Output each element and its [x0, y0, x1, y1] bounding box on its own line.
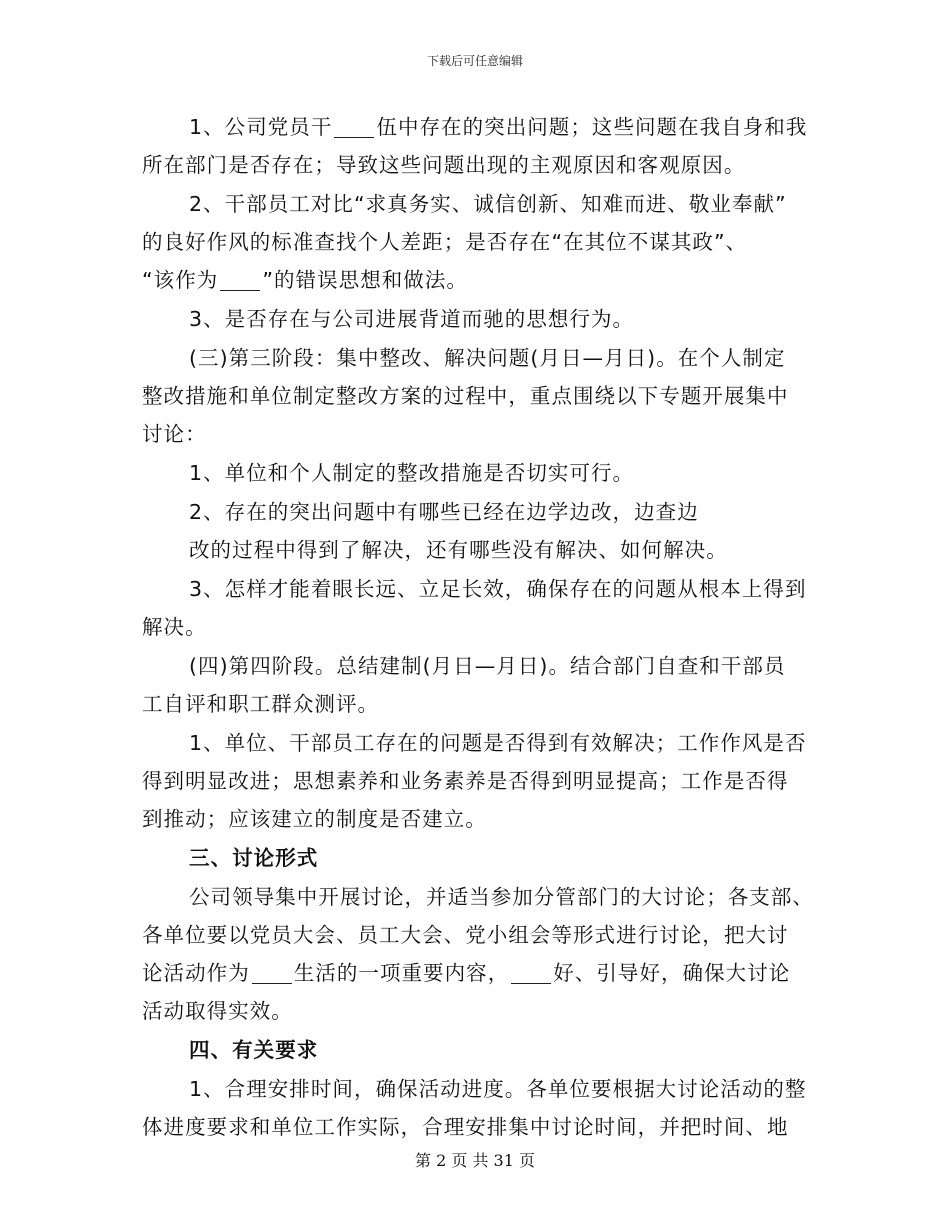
- paragraph-line: 各单位要以党员大会、员工大会、党小组会等形式进行讨论，把大讨: [142, 923, 789, 947]
- blank-underline: [334, 117, 374, 138]
- text-segment: 论活动作为: [142, 961, 250, 985]
- paragraph-line: 3、怎样才能着眼长远、立足长效，确保存在的问题从根本上得到: [189, 577, 807, 601]
- paragraph-line: 3、是否存在与公司进展背道而驰的思想行为。: [189, 307, 635, 331]
- blank-underline: [252, 963, 292, 984]
- paragraph-line: 到推动；应该建立的制度是否建立。: [142, 807, 487, 831]
- paragraph-line: 讨论：: [142, 422, 207, 446]
- text-segment: “该作为: [142, 268, 219, 292]
- section-heading: 四、有关要求: [189, 1038, 319, 1062]
- paragraph-line: 得到明显改进；思想素养和业务素养是否得到明显提高；工作是否得: [142, 769, 789, 793]
- paragraph-line: 改的过程中得到了解决，还有哪些没有解决、如何解决。: [189, 538, 728, 562]
- paragraph-line: [142, 108, 812, 146]
- paragraph-line: 活动取得实效。: [142, 999, 293, 1023]
- paragraph-line: 1、单位和个人制定的整改措施是否切实可行。: [189, 461, 635, 485]
- paragraph-line: 工自评和职工群众测评。: [142, 692, 380, 716]
- blank-underline: [220, 270, 260, 291]
- text-segment: 好、引导好，确保大讨论: [553, 961, 791, 985]
- paragraph-line: 2、存在的突出问题中有哪些已经在边学边改，边查边: [189, 500, 699, 524]
- text-segment: ”的错误思想和做法。: [262, 268, 468, 292]
- paragraph-line: (四)第四阶段。总结建制(月日—月日)。结合部门自查和干部员: [189, 654, 786, 678]
- paragraph-line: (三)第三阶段：集中整改、解决问题(月日—月日)。在个人制定: [189, 346, 786, 370]
- text-segment: 生活的一项重要内容，: [293, 961, 510, 985]
- page-footer: 第 2 页 共 31 页: [415, 1151, 535, 1170]
- paragraph-line: 1、单位、干部员工存在的问题是否得到有效解决；工作作风是否: [189, 731, 807, 755]
- text-segment: 1、公司党员干: [189, 115, 333, 139]
- header-note: 下载后可任意编辑: [426, 54, 523, 68]
- paragraph-line: 的良好作风的标准查找个人差距；是否存在“在其位不谋其政”、: [142, 230, 748, 254]
- paragraph-line: 1、合理安排时间，确保活动进度。各单位要根据大讨论活动的整: [189, 1077, 807, 1101]
- paragraph-line: 整改措施和单位制定整改方案的过程中，重点围绕以下专题开展集中: [142, 384, 789, 408]
- section-heading: 三、讨论形式: [189, 846, 319, 870]
- paragraph-line: 体进度要求和单位工作实际，合理安排集中讨论时间，并把时间、地: [142, 1115, 789, 1139]
- document-body: [142, 108, 812, 1146]
- paragraph-line: 解决。: [142, 615, 207, 639]
- paragraph-line: 公司领导集中开展讨论，并适当参加分管部门的大讨论；各支部、: [189, 885, 814, 909]
- paragraph-line: 所在部门是否存在；导致这些问题出现的主观原因和客观原因。: [142, 153, 746, 177]
- blank-underline: [511, 963, 551, 984]
- paragraph-line: 2、干部员工对比“求真务实、诚信创新、知难而进、敬业奉献”: [189, 192, 787, 216]
- paragraph-line: [142, 261, 812, 299]
- text-segment: 伍中存在的突出问题；这些问题在我自身和我: [376, 115, 808, 139]
- paragraph-line: [142, 954, 812, 992]
